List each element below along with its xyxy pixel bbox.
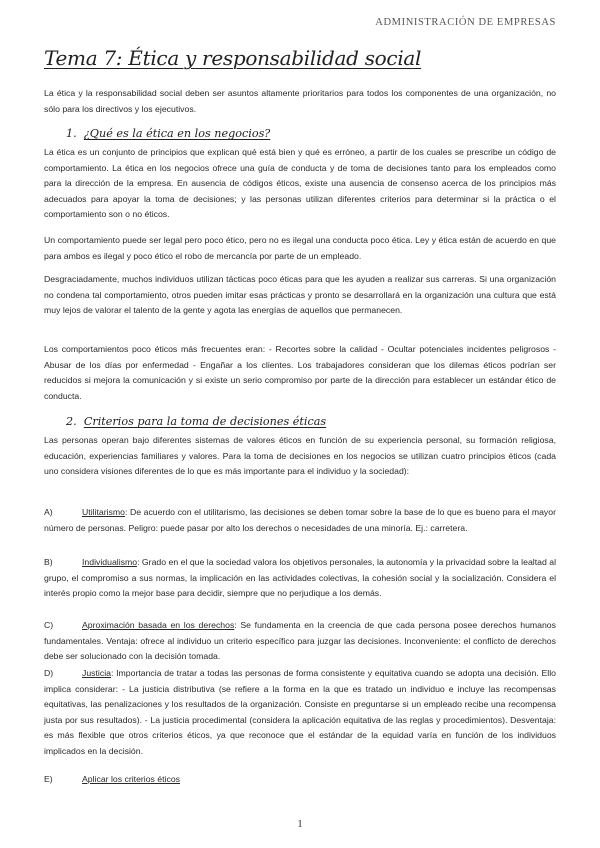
criterion-c-term: Aproximación basada en los derechos (82, 620, 235, 630)
section-1-paragraph-3: Desgraciadamente, muchos individuos utilizan tácticas poco éticas para que les ayuden a realizar sus carreras. Si una organización no condena tal comportamiento, otros pueden imitar esas prácticas y pronto se desarrollará en la organización una cultura que está muy lejos de valorar el talento de la gente y agota las energías de aquellos que permanecen. (44, 274, 556, 316)
criterion-c (44, 618, 556, 665)
criterion-b-letter: B) (44, 557, 53, 567)
section-2-heading (66, 415, 326, 428)
section-2-title: Criterios para la toma de decisiones éticas (83, 415, 327, 428)
criterion-e-term: Aplicar los criterios éticos (82, 774, 181, 784)
page-number: 1 (297, 818, 303, 830)
section-1-heading (66, 127, 270, 140)
intro-paragraph: La ética y la responsabilidad social deben ser asuntos altamente prioritarios para todos los componentes de una organización, no sólo para los directivos y los ejecutivos. (44, 88, 556, 114)
criterion-c-text: : Se fundamenta en la creencia de que cada persona posee derechos humanos fundamentales. Ventaja: ofrece al individuo un criterio específico para juzgar las decisiones. Inconveniente: el conflicto de derechos debe ser solucionado con la decisión tomada. (44, 620, 556, 662)
section-1-number: 1. (66, 127, 77, 140)
section-2-number: 2. (66, 415, 77, 428)
criterion-a-term: Utilitarismo (82, 507, 125, 517)
criterion-b (44, 555, 556, 602)
criterion-d-term: Justicia (82, 668, 111, 678)
criterion-c-letter: C) (44, 620, 54, 630)
criterion-d (44, 666, 556, 760)
page-title: Tema 7: Ética y responsabilidad social (44, 46, 422, 70)
criterion-b-text: : Grado en el que la sociedad valora los objetivos personales, la autonomía y la privacidad sobre la lealtad al grupo, el compromiso a sus normas, la implicación en las actividades colectivas, la cohesión social y la socialización. Considera el interés propio como la mejor base para decidir, siempre que no perjudique a los demás. (44, 557, 556, 599)
criterion-a (44, 505, 556, 536)
criterion-a-text: : De acuerdo con el utilitarismo, las decisiones se deben tomar sobre la base de lo que es bueno para el mayor número de personas. Peligro: puede pasar por alto los derechos o necesidades de una minoría. Ej.: carretera. (44, 507, 556, 533)
running-header: ADMINISTRACIÓN DE EMPRESAS (375, 17, 556, 28)
criterion-d-text: : Importancia de tratar a todas las personas de forma consistente y equitativa cuando se adopta una decisión. Ello implica considerar: - La justicia distributiva (se refiere a la forma en la que es tratado un individuo e incluye las recompensas equitativas, las penalizaciones y los resultados de la organización. Consiste en preguntarse si un empleado recibe una recompensa justa por sus resultados). - La justicia procedimental (considera la aplicación equitativa de las reglas y procedimientos). Desventaja: es más flexible que otros criterios éticos, ya que reconoce que el estándar de la equidad varía en función de los individuos implicados en la decisión. (44, 668, 556, 756)
criterion-a-letter: A) (44, 507, 53, 517)
section-1-paragraph-1: La ética es un conjunto de principios que explican qué está bien y qué es erróneo, a partir de los cuales se prescribe un código de comportamiento. La ética en los negocios ofrece una guía de conducta y de toma de decisiones tanto para los empleados como para la dirección de la empresa. En ausencia de códigos éticos, existe una ausencia de consenso acerca de los principios más adecuados para apoyar la toma de decisiones; y las personas utilizan diferentes criterios para determinar si la práctica o el comportamiento son o no éticos. (44, 147, 556, 220)
criterion-b-term: Individualismo (82, 557, 138, 567)
criterion-e (44, 772, 556, 788)
section-1-title: ¿Qué es la ética en los negocios? (83, 127, 271, 140)
section-1-paragraph-4: Los comportamientos poco éticos más frecuentes eran: - Recortes sobre la calidad - Ocultar potenciales incidentes peligrosos - Abusar de los días por enfermedad - Engañar a los clientes. Los trabajadores consideran que los dilemas éticos podrían ser reducidos si mejora la comunicación y si existe un serio compromiso por parte de la dirección para establecer un estándar ético de conducta. (44, 344, 556, 401)
section-2-intro: Las personas operan bajo diferentes sistemas de valores éticos en función de su experiencia personal, su formación religiosa, educación, experiencias familiares y valores. Para la toma de decisiones en los negocios se utilizan cuatro principios éticos (cada uno considera visiones diferentes de lo que es más importante para el individuo y la sociedad): (44, 435, 556, 477)
criterion-d-letter: D) (44, 668, 54, 678)
section-1-paragraph-2: Un comportamiento puede ser legal pero poco ético, pero no es ilegal una conducta poco ética. Ley y ética están de acuerdo en que para ambos es ilegal y poco ético el robo de mercancía por parte de un empleado. (44, 235, 556, 261)
criterion-e-letter: E) (44, 774, 53, 784)
